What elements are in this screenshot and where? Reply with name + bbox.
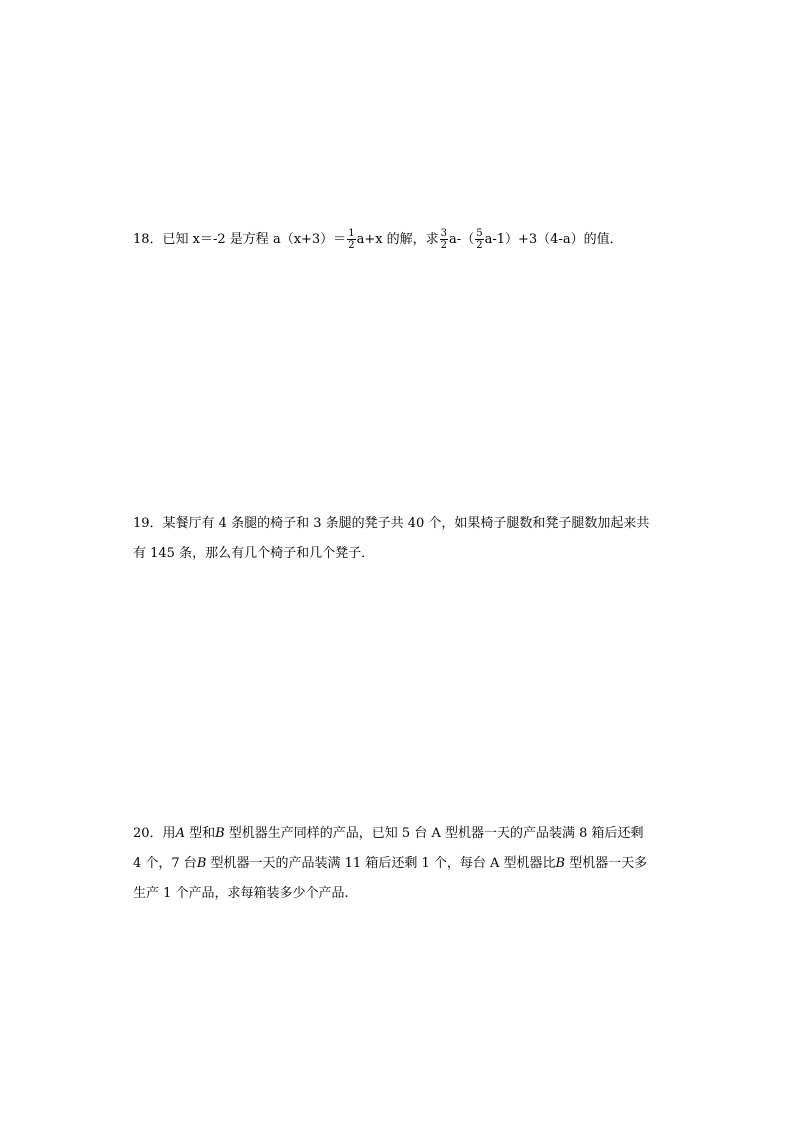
problem-18-line bbox=[133, 225, 673, 255]
problem-text: 型和 bbox=[184, 826, 216, 841]
fraction bbox=[440, 228, 448, 251]
problem-text: a+x 的解，求 bbox=[356, 232, 439, 247]
fraction-denominator: 2 bbox=[440, 240, 448, 251]
problem-20-line-3 bbox=[133, 879, 673, 909]
problem-19-line-2 bbox=[133, 539, 673, 569]
problem-text: a-（ bbox=[449, 232, 475, 247]
machine-b-label: B bbox=[555, 856, 566, 871]
machine-a-label: A bbox=[175, 826, 185, 841]
problem-20-line-2 bbox=[133, 849, 673, 879]
problem-text: 生产 1 个产品，求每箱装多少个产品. bbox=[133, 886, 349, 901]
problem-number: 18 bbox=[133, 232, 150, 247]
problem-text: ．用 bbox=[149, 826, 176, 841]
fraction-denominator: 2 bbox=[476, 240, 483, 251]
problem-20 bbox=[133, 819, 673, 909]
fraction-numerator: 5 bbox=[476, 228, 483, 239]
machine-b-label: B bbox=[215, 826, 225, 841]
fraction bbox=[475, 228, 483, 251]
problem-number: 19 bbox=[133, 516, 150, 531]
problem-18 bbox=[133, 225, 673, 255]
fraction-denominator: 2 bbox=[348, 240, 355, 251]
problem-text: 4 个，7 台 bbox=[133, 856, 197, 871]
problem-text: a-1）+3（4-a）的值． bbox=[484, 232, 623, 247]
problem-number: 20 bbox=[133, 826, 150, 841]
problem-19-line-1 bbox=[133, 509, 673, 539]
machine-b-label: B bbox=[196, 856, 207, 871]
fraction bbox=[347, 228, 355, 251]
problem-text: 有 145 条，那么有几个椅子和几个凳子． bbox=[133, 546, 375, 561]
problem-text: ．某餐厅有 4 条腿的椅子和 3 条腿的凳子共 40 个，如果椅子腿数和凳子腿数加起来共 bbox=[149, 516, 650, 531]
fraction-numerator: 1 bbox=[348, 228, 355, 239]
fraction-numerator: 3 bbox=[440, 228, 448, 239]
problem-19 bbox=[133, 509, 673, 569]
problem-text: 型机器一天的产品装满 11 箱后还剩 1 个，每台 A 型机器比 bbox=[206, 856, 556, 871]
problem-20-line-1 bbox=[133, 819, 673, 849]
problem-text: 型机器一天多 bbox=[565, 856, 648, 871]
problem-text: ．已知 x＝-2 是方程 a（x+3）＝ bbox=[149, 232, 347, 247]
problem-text: 型机器生产同样的产品，已知 5 台 A 型机器一天的产品装满 8 箱后还剩 bbox=[224, 826, 644, 841]
